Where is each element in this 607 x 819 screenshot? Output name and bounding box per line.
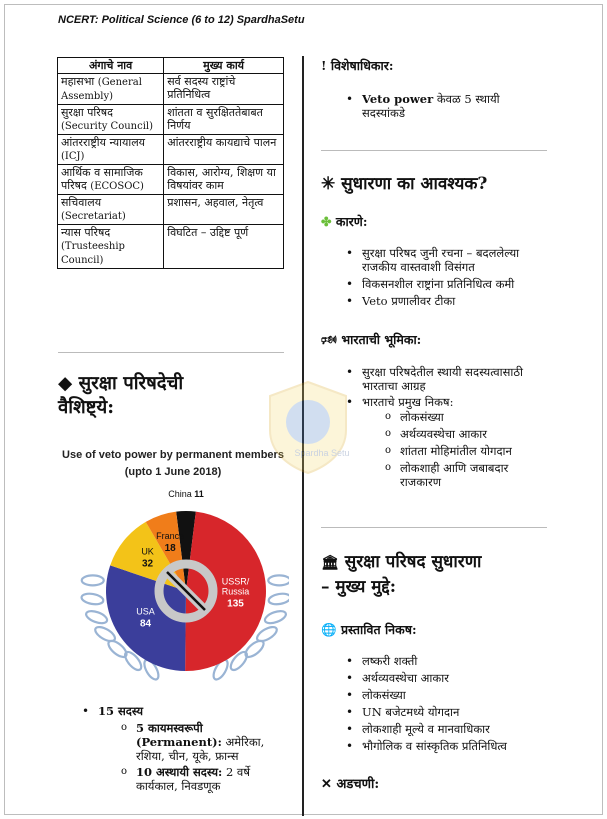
un-organs-table	[57, 57, 284, 269]
organ-name: सचिवालय (Secretariat)	[58, 195, 164, 225]
proposed-list	[362, 654, 552, 753]
privilege-title: ! विशेषाधिकार:	[321, 58, 394, 73]
obstacles-title: ✕ अडचणी:	[321, 777, 380, 792]
proposed-criteria-title: 🌐 प्रस्तावित निकष:	[321, 622, 417, 637]
organ-function: शांतता व सुरक्षिततेबाबत निर्णय	[164, 105, 284, 135]
laurel-leaf	[263, 609, 287, 626]
organ-function: विघटित – उद्दिष्ट पूर्ण	[164, 225, 284, 269]
organ-function: प्रशासन, अहवाल, नेतृत्व	[164, 195, 284, 225]
reasons-list	[362, 246, 552, 308]
reform-points-title: 🏛 सुरक्षा परिषद सुधारणा – मुख्य मुद्दे:	[321, 552, 482, 597]
members-list	[98, 704, 288, 793]
india-role-title: 🕬 भारताची भूमिका:	[321, 332, 422, 347]
laurel-leaf	[85, 609, 109, 626]
cross-icon: ✕	[321, 777, 332, 792]
watermark-logo	[262, 378, 354, 476]
list-item: • भौगोलिक व सांस्कृतिक प्रतिनिधित्व	[362, 739, 552, 753]
list-item: • लष्करी शक्ती	[362, 654, 552, 668]
organ-name: आर्थिक व सामाजिक परिषद (ECOSOC)	[58, 165, 164, 195]
organ-name: न्यास परिषद (Trusteeship Council)	[58, 225, 164, 269]
list-item: • भारताचे प्रमुख निकष:	[362, 395, 552, 409]
list-item: • लोकशाही मूल्ये व मानवाधिकार	[362, 722, 552, 736]
divider	[321, 150, 547, 151]
list-item: • विकसनशील राष्ट्रांना प्रतिनिधित्व कमी	[362, 277, 552, 291]
pie-label: UK 32	[141, 546, 154, 570]
pie-label: USSR/ Russia 135	[221, 576, 250, 610]
list-item: o 10 अस्थायी सदस्य: 2 वर्षे कार्यकाल, निवडणूक	[136, 765, 288, 793]
pie-label: France 18	[156, 531, 185, 555]
list-item: • सुरक्षा परिषद जुनी रचना – बदललेल्या राजकीय वास्तवाशी विसंगत	[362, 246, 552, 274]
list-item: • अर्थव्यवस्थेचा आकार	[362, 671, 552, 685]
puzzle-icon: ✤	[321, 214, 332, 229]
table-header: मुख्य कार्य	[164, 58, 284, 74]
organ-name: आंतरराष्ट्रीय न्यायालय (ICJ)	[58, 135, 164, 165]
table-row	[58, 165, 284, 195]
list-item: • लोकसंख्या	[362, 688, 552, 702]
list-item: • UN बजेटमध्ये योगदान	[362, 705, 552, 719]
list-item: o 5 कायमस्वरूपी (Permanent): अमेरिका, रशिया, चीन, यूके, फ्रान्स	[136, 721, 288, 763]
laurel-leaf	[93, 624, 117, 644]
organ-function: सर्व सदस्य राष्ट्रांचे प्रतिनिधित्व	[164, 74, 284, 105]
table-row	[58, 195, 284, 225]
page-header: NCERT: Political Science (6 to 12) SpardhaSetu	[58, 14, 305, 26]
list-item: o शांतता मोहिमांतील योगदान	[400, 444, 552, 458]
organ-function: विकास, आरोग्य, शिक्षण या विषयांवर काम	[164, 165, 284, 195]
list-item: o लोकसंख्या	[400, 410, 552, 424]
organ-function: आंतरराष्ट्रीय कायद्याचे पालन	[164, 135, 284, 165]
pie-label: USA 84	[136, 606, 155, 630]
reasons-title: ✤ कारणे:	[321, 214, 368, 229]
laurel-leaf	[268, 592, 289, 606]
globe-icon: 🌐	[321, 622, 337, 637]
table-row	[58, 225, 284, 269]
list-item: o अर्थव्यवस्थेचा आकार	[400, 427, 552, 441]
table-row	[58, 74, 284, 105]
list-item: o लोकशाही आणि जबाबदार राजकारण	[400, 461, 552, 489]
organ-name: महासभा (General Assembly)	[58, 74, 164, 105]
list-item: • Veto प्रणालीवर टीका	[362, 294, 552, 308]
pie-label: China 11	[168, 489, 204, 499]
table-row	[58, 135, 284, 165]
laurel-leaf	[268, 575, 289, 585]
india-role-list	[362, 365, 552, 489]
list-item: • Veto power केवळ 5 स्थायी सदस्यांकडे	[362, 92, 542, 120]
privilege-list	[362, 92, 542, 120]
laurel-leaf	[82, 575, 104, 585]
list-item: • सुरक्षा परिषदेतील स्थायी सदस्यत्वासाठी भारताचा आग्रह	[362, 365, 552, 393]
chart-title: Use of veto power by permanent members	[62, 449, 284, 461]
veto-chart	[57, 440, 289, 698]
section-title-security-council: ◆ सुरक्षा परिषदेची वैशिष्ट्ये:	[58, 373, 184, 418]
table-row	[58, 105, 284, 135]
chart-subtitle: (upto 1 June 2018)	[124, 466, 222, 478]
organ-name: सुरक्षा परिषद (Security Council)	[58, 105, 164, 135]
divider	[321, 527, 547, 528]
watermark-text: Spardha Setu	[294, 448, 350, 458]
laurel-leaf	[255, 624, 279, 644]
table-header: अंगाचे नाव	[58, 58, 164, 74]
building-icon: 🏛	[321, 555, 339, 571]
divider	[58, 352, 284, 353]
list-item: • 15 सदस्य	[98, 704, 288, 718]
megaphone-icon: 🕬	[321, 332, 337, 347]
laurel-leaf	[81, 592, 104, 606]
reform-need-title: ✳ सुधारणा का आवश्यक?	[321, 174, 488, 194]
